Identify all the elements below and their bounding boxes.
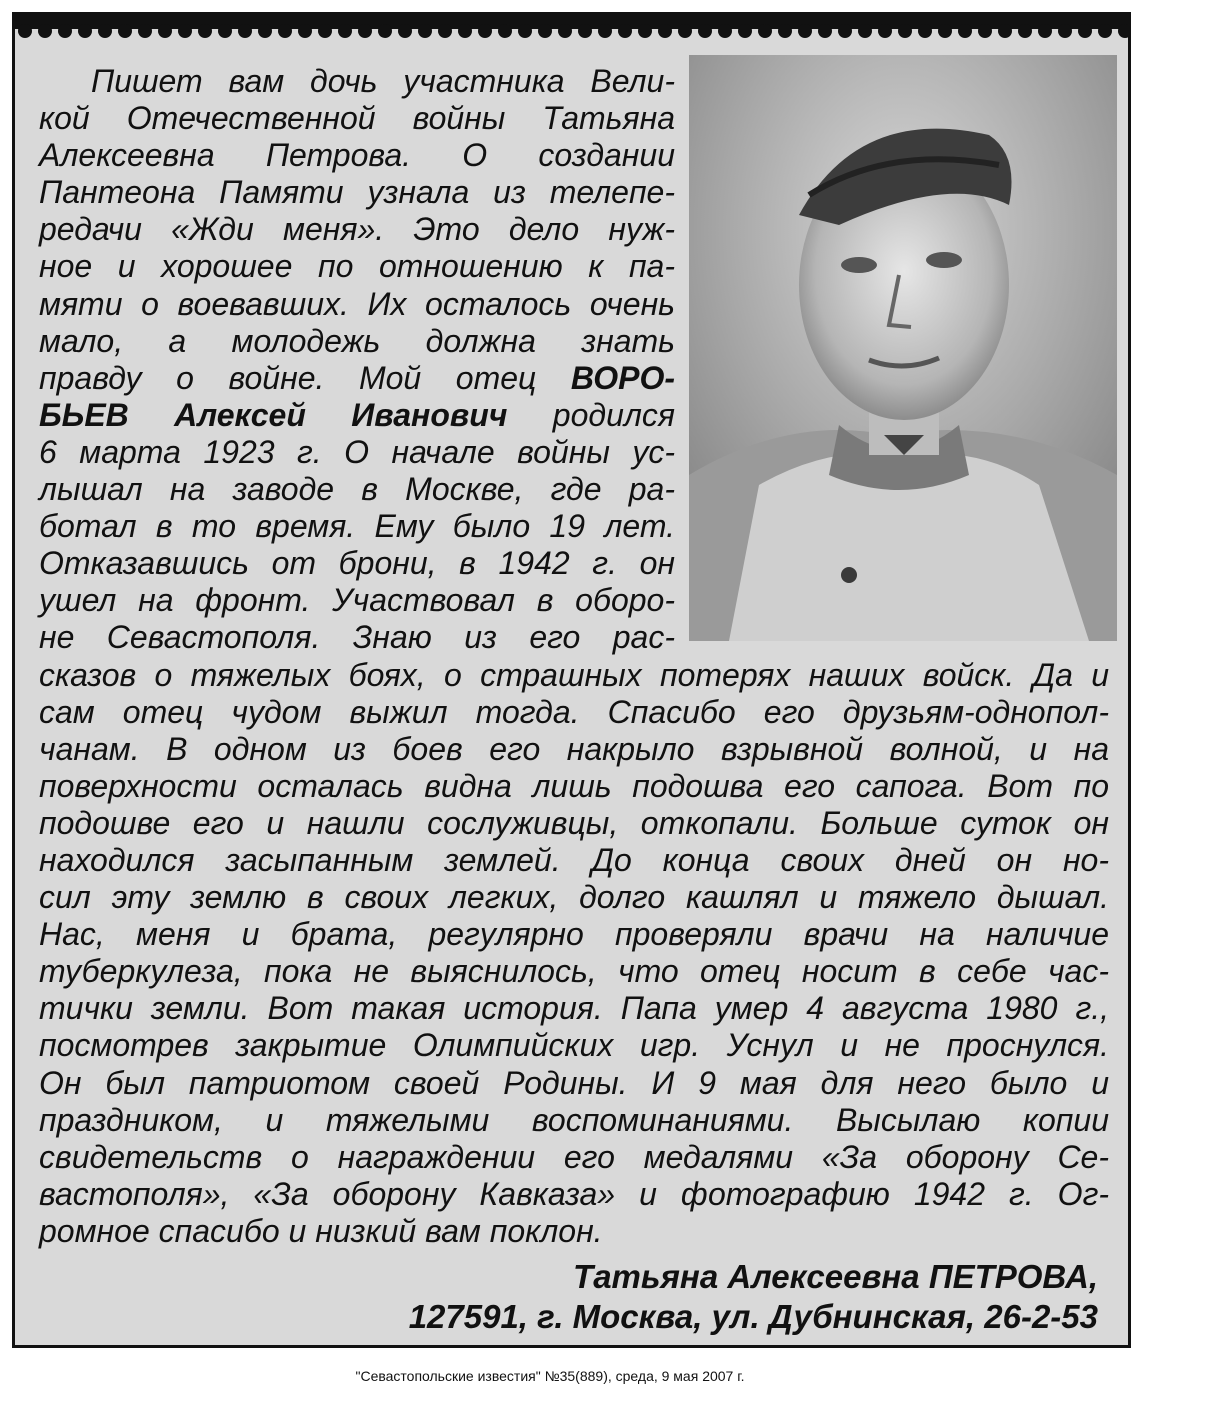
article-line: кой Отечественной войны Татьяна xyxy=(39,100,675,137)
scallop-dot xyxy=(738,24,752,38)
article-line: свидетельств о награждении его медалями «За оборону Се- xyxy=(39,1138,1109,1175)
scallop-dot xyxy=(858,24,872,38)
scallop-dot xyxy=(138,24,152,38)
article-line: 6 марта 1923 г. О начале войны ус- xyxy=(39,433,675,470)
newspaper-clipping xyxy=(12,12,1131,1348)
article-line: ромное спасибо и низкий вам поклон. xyxy=(39,1212,603,1249)
scallop-dot xyxy=(678,24,692,38)
article-line: Он был патриотом своей Родины. И 9 мая для него было и xyxy=(39,1064,1109,1101)
signature-name: Татьяна Алексеевна ПЕТРОВА, xyxy=(573,1258,1098,1295)
article-line: сил эту землю в своих легких, долго кашлял и тяжело дышал. xyxy=(39,879,1109,916)
article-line: мяти о воевавших. Их осталось очень xyxy=(39,285,675,322)
scallop-dot xyxy=(278,24,292,38)
scallop-dot xyxy=(798,24,812,38)
scallop-dot xyxy=(838,24,852,38)
text-fragment: правду о войне. Мой отец xyxy=(39,359,537,396)
scallop-dot xyxy=(778,24,792,38)
scallop-dot xyxy=(518,24,532,38)
scallop-dot xyxy=(118,24,132,38)
scallop-dot xyxy=(938,24,952,38)
scallop-dot xyxy=(258,24,272,38)
scallop-dot xyxy=(618,24,632,38)
scallop-dot xyxy=(218,24,232,38)
scallop-dot xyxy=(598,24,612,38)
scallop-dot xyxy=(578,24,592,38)
scallop-dot xyxy=(698,24,712,38)
scallop-dot xyxy=(718,24,732,38)
veteran-name: БЬЕВ Алексей Иванович xyxy=(39,396,508,433)
scallop-dot xyxy=(18,24,32,38)
scallop-dot xyxy=(638,24,652,38)
text-fragment: родился xyxy=(552,396,676,433)
scallop-dot xyxy=(898,24,912,38)
scallop-dot xyxy=(558,24,572,38)
article-line: чанам. В одном из боев его накрыло взрывной волной, и на xyxy=(39,730,1109,767)
article-line: Нас, меня и брата, регулярно проверяли врачи на наличие xyxy=(39,916,1109,953)
article-line: праздником, и тяжелыми воспоминаниями. Высылаю копии xyxy=(39,1101,1109,1138)
scallop-dot xyxy=(338,24,352,38)
scallop-dot xyxy=(958,24,972,38)
article-line: Пантеона Памяти узнала из телепе- xyxy=(39,174,675,211)
scallop-dot xyxy=(1098,24,1112,38)
article-body xyxy=(39,63,1109,1250)
article-line-mixed xyxy=(39,360,675,397)
scallop-dot xyxy=(758,24,772,38)
article-line: подошве его и нашли сослуживцы, откопали. Больше суток он xyxy=(39,804,1109,841)
scallop-dot xyxy=(1038,24,1052,38)
source-caption: "Севастопольские известия" №35(889), среда, 9 мая 2007 г. xyxy=(355,1368,745,1384)
scallop-dot xyxy=(78,24,92,38)
article-line-mixed xyxy=(39,397,675,434)
scallop-dot xyxy=(658,24,672,38)
scallop-dot xyxy=(918,24,932,38)
scallop-dot xyxy=(458,24,472,38)
scallop-dot xyxy=(818,24,832,38)
scalloped-border xyxy=(15,15,1128,45)
article-line: Алексеевна Петрова. О создании xyxy=(39,137,675,174)
article-line: поверхности осталась видна лишь подошва его сапога. Вот по xyxy=(39,767,1109,804)
scallop-dot xyxy=(438,24,452,38)
scallop-dot xyxy=(978,24,992,38)
article-line: вастополя», «За оборону Кавказа» и фотографию 1942 г. Ог- xyxy=(39,1175,1109,1212)
scallop-dot xyxy=(1058,24,1072,38)
article-line: Пишет вам дочь участника Вели- xyxy=(91,63,675,99)
article-line: мало, а молодежь должна знать xyxy=(39,322,675,359)
article-line: лышал на заводе в Москве, где ра- xyxy=(39,471,675,508)
scallop-dot xyxy=(178,24,192,38)
scallop-dot xyxy=(298,24,312,38)
scallop-dot xyxy=(378,24,392,38)
scallop-dot xyxy=(398,24,412,38)
article-line: сказов о тяжелых боях, о страшных потерях наших войск. Да и xyxy=(39,656,1109,693)
signature-address: 127591, г. Москва, ул. Дубнинская, 26-2-53 xyxy=(408,1298,1098,1335)
scallop-dot xyxy=(1018,24,1032,38)
scallop-dot xyxy=(478,24,492,38)
article-line: посмотрев закрытие Олимпийских игр. Уснул и не проснулся. xyxy=(39,1027,1109,1064)
scallop-dot xyxy=(318,24,332,38)
scallop-dot xyxy=(98,24,112,38)
scallop-dot xyxy=(358,24,372,38)
scallop-dot xyxy=(878,24,892,38)
article-line: тички земли. Вот такая история. Папа умер 4 августа 1980 г., xyxy=(39,990,1109,1027)
scallop-dot xyxy=(238,24,252,38)
scallop-dot xyxy=(998,24,1012,38)
scallop-dot xyxy=(498,24,512,38)
scallop-dot xyxy=(1078,24,1092,38)
article-line: ное и хорошее по отношению к па- xyxy=(39,248,675,285)
article-line: туберкулеза, пока не выяснилось, что отец носит в себе час- xyxy=(39,953,1109,990)
article-line: находился засыпанным землей. До конца своих дней он но- xyxy=(39,841,1109,878)
scallop-dot xyxy=(158,24,172,38)
scallop-dot xyxy=(38,24,52,38)
article-line: редачи «Жди меня». Это дело нуж- xyxy=(39,211,675,248)
article-line: Отказавшись от брони, в 1942 г. он xyxy=(39,545,675,582)
scallop-dot xyxy=(538,24,552,38)
scallop-dot xyxy=(198,24,212,38)
scallop-dot xyxy=(58,24,72,38)
article-line: сам отец чудом выжил тогда. Спасибо его друзьям-однопол- xyxy=(39,693,1109,730)
scallop-dot xyxy=(418,24,432,38)
article-line: ушел на фронт. Участвовал в оборо- xyxy=(39,582,675,619)
article-line: не Севастополя. Знаю из его рас- xyxy=(39,619,675,656)
surname-part: ВОРО- xyxy=(570,359,675,396)
article-line: ботал в то время. Ему было 19 лет. xyxy=(39,508,675,545)
